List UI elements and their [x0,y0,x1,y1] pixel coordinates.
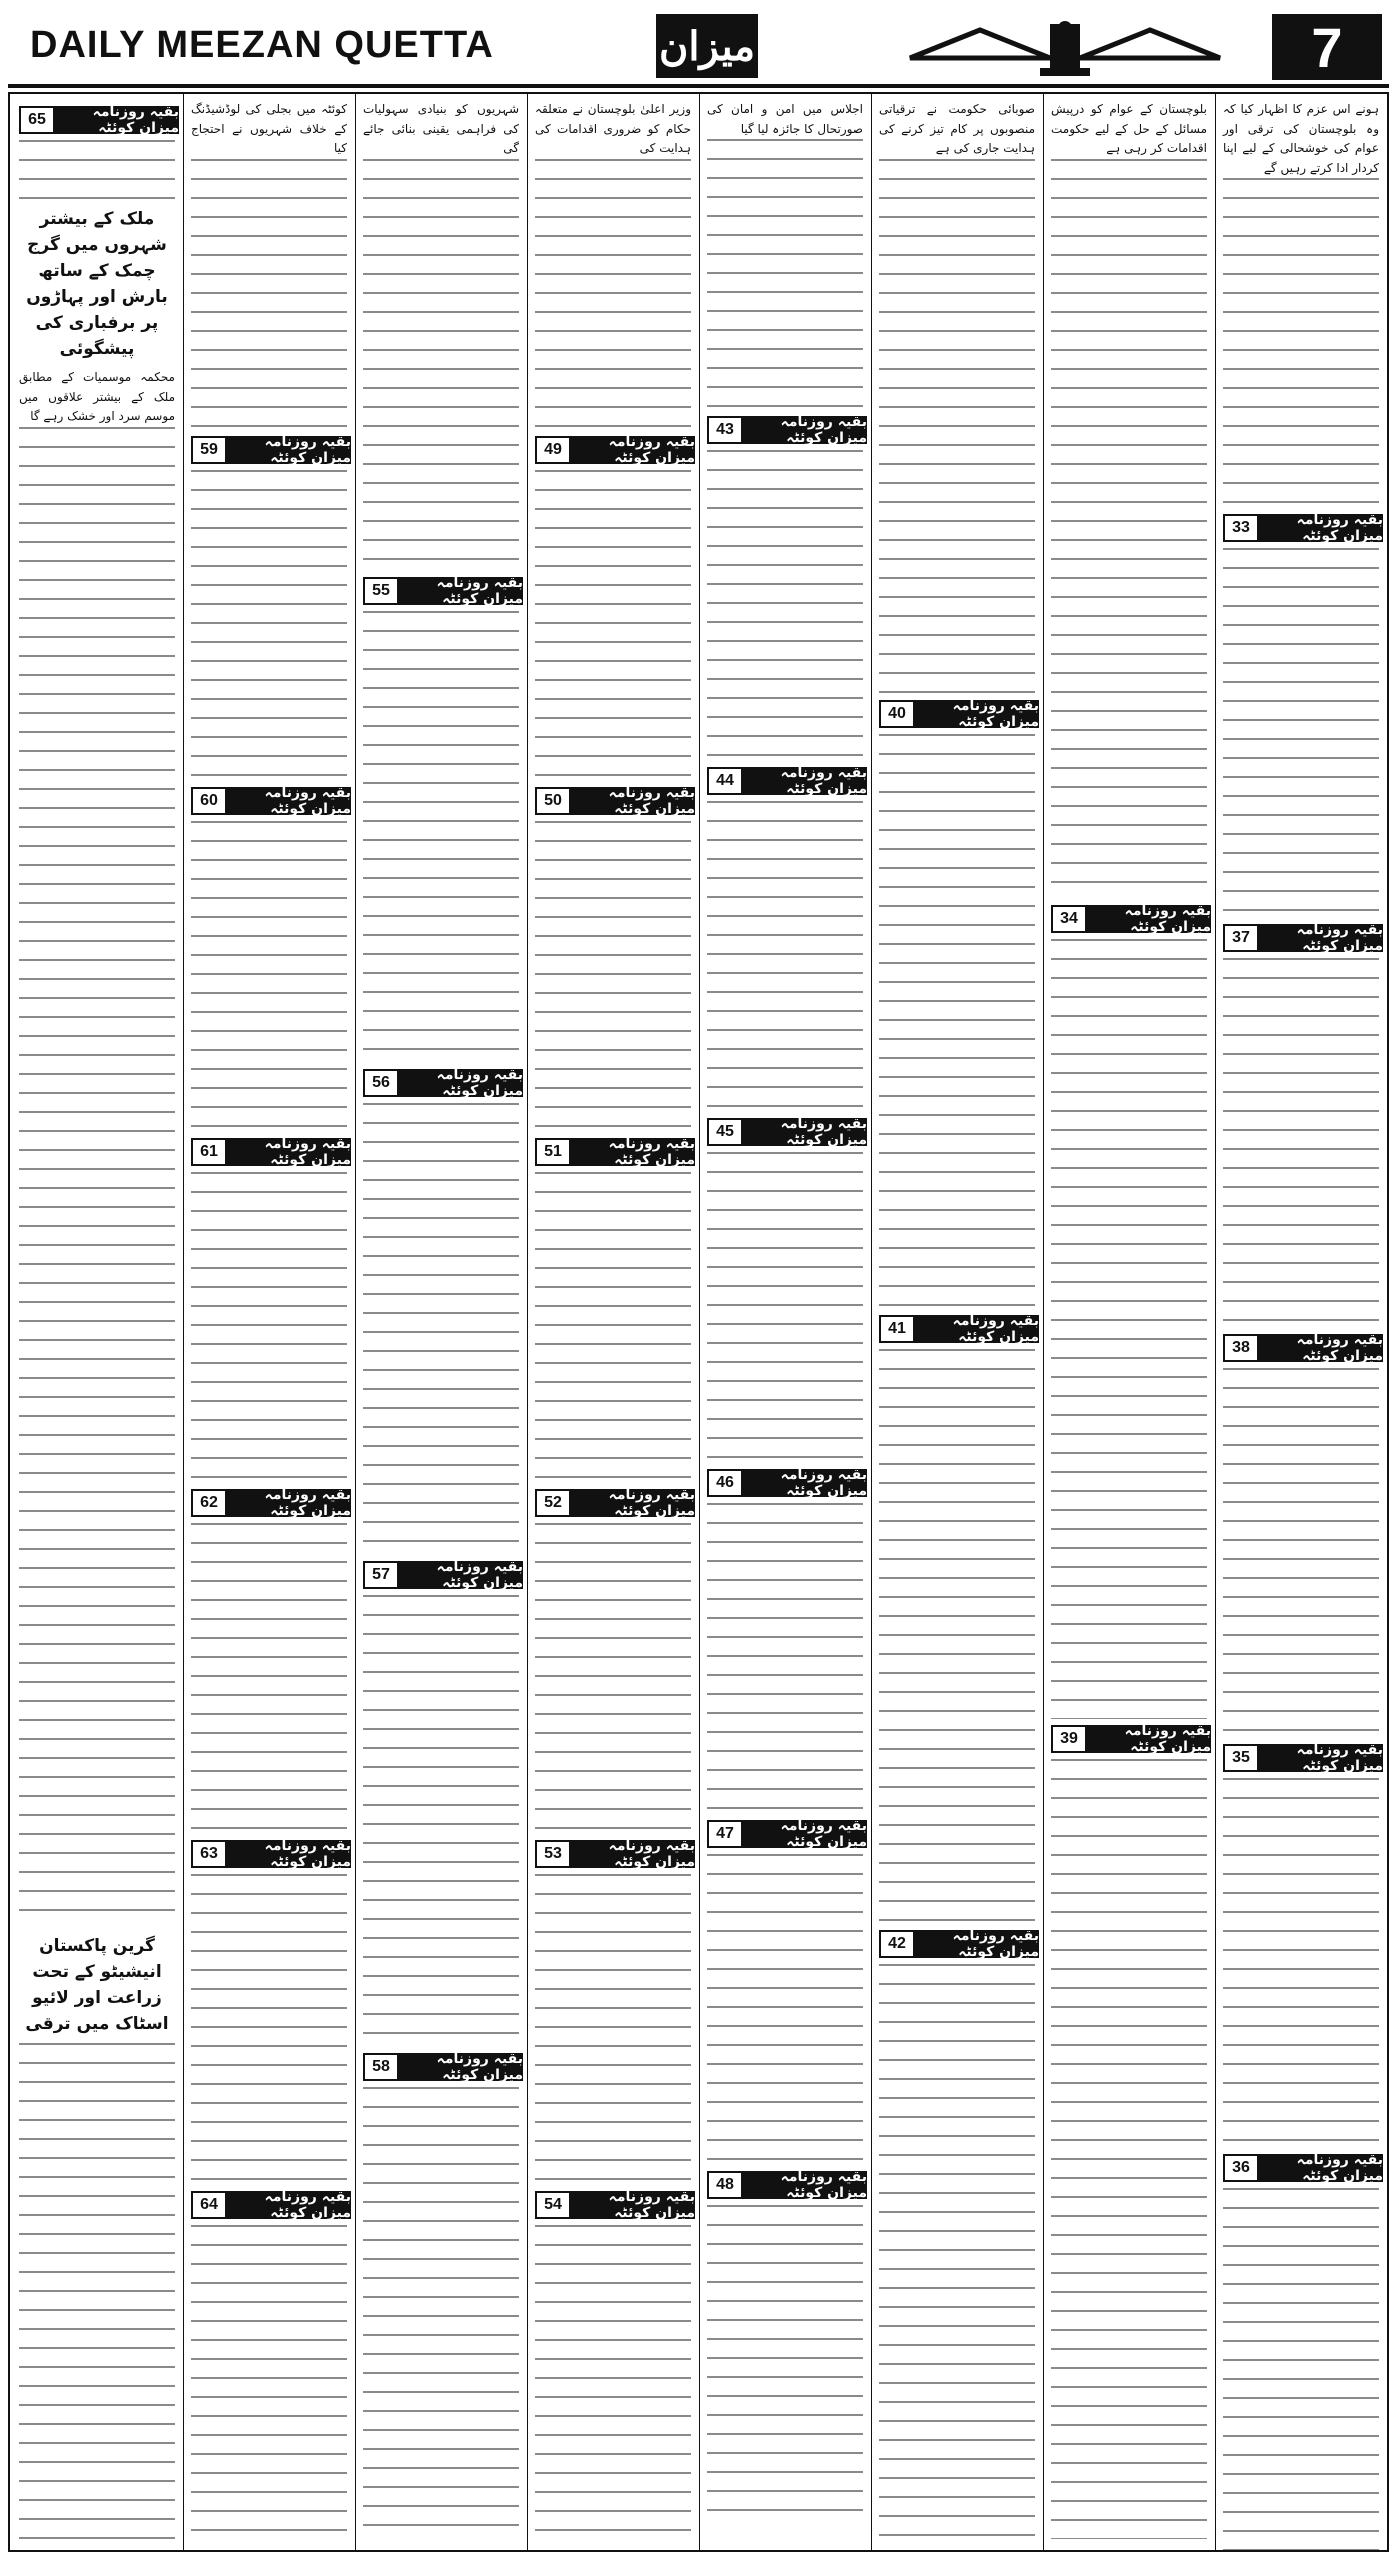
article-text-lines [707,2205,863,2516]
continuation-number: 41 [879,1315,915,1343]
article-snippet: وزیر اعلیٰ بلوچستان نے متعلقہ حکام کو ضروری اقدامات کی ہدایت کی [535,102,691,155]
continuation-number: 62 [191,1489,227,1517]
article-snippet: ہونے اس عزم کا اظہار کیا کہ وہ بلوچستان کی ترقی اور عوام کی خوشحالی کے لیے اپنا کردار ادا کرتے رہیں گے [1223,102,1379,175]
article-text-lines [879,1349,1035,1924]
column-divider [1043,94,1044,2550]
article-text-lines [707,1854,863,2165]
continuation-number: 51 [535,1138,571,1166]
continuation-number: 55 [363,577,399,605]
article-text-lines [535,2225,691,2536]
continuation-tag [535,433,695,466]
continuation-number: 59 [191,436,227,464]
columns-area [8,92,1389,2552]
continuation-tag [19,106,179,134]
article-text-lines [707,139,863,410]
continuation-number: 58 [363,2053,399,2081]
continuation-label: بقیہ روزنامہ میزان کوئٹہ [743,416,867,444]
continuation-number: 43 [707,416,743,444]
continuation-label: بقیہ روزنامہ میزان کوئٹہ [915,1930,1039,1958]
continuation-tag [707,1118,867,1146]
continuation-tag [879,697,1039,730]
continuation-label: بقیہ روزنامہ میزان کوئٹہ [743,1118,867,1146]
continuation-tag [707,1469,867,1497]
continuation-tag [1223,1744,1383,1772]
article-text-lines [707,450,863,761]
article-text-lines [1051,939,1207,1719]
article-text-lines [879,159,1035,694]
news-column-3 [871,94,1043,2550]
article-text-lines [1223,1778,1379,2148]
news-column-7 [183,94,355,2550]
news-column-8 [11,94,183,2550]
continuation-number: 48 [707,2171,743,2199]
article-text-lines [363,1103,519,1555]
continuation-number: 65 [19,106,55,134]
continuation-label: بقیہ روزنامہ میزان کوئٹہ [1087,1725,1211,1753]
article-text-lines [1223,178,1379,508]
article-text-lines [191,2225,347,2536]
continuation-label: بقیہ روزنامہ میزان کوئٹہ [1259,1744,1383,1772]
article-text-lines [191,821,347,1132]
article-text-lines [191,1523,347,1834]
continuation-number: 40 [879,700,915,728]
continuation-label: بقیہ روزنامہ میزان کوئٹہ [743,2171,867,2199]
continuation-number: 47 [707,1820,743,1848]
article-text-lines [1223,1368,1379,1738]
page-number: 7 [1272,14,1382,80]
continuation-label: بقیہ روزنامہ میزان کوئٹہ [399,1069,523,1097]
article-text-lines [1223,548,1379,918]
continuation-label: بقیہ روزنامہ میزان کوئٹہ [571,2191,695,2219]
article-snippet: کوئٹہ میں بجلی کی لوڈشیڈنگ کے خلاف شہریوں نے احتجاج کیا [191,102,347,155]
article-text-lines [19,140,175,200]
logo-text: میزان [658,22,756,70]
continuation-label: بقیہ روزنامہ میزان کوئٹہ [399,577,523,605]
article-text-lines [879,734,1035,1309]
continuation-label: بقیہ روزنامہ میزان کوئٹہ [571,1489,695,1517]
continuation-tag [535,1135,695,1168]
article-text-lines [191,1172,347,1483]
continuation-label: بقیہ روزنامہ میزان کوئٹہ [227,1489,351,1517]
continuation-number: 49 [535,436,571,464]
continuation-number: 45 [707,1118,743,1146]
column-divider [1215,94,1216,2550]
article-text-lines [191,1874,347,2185]
continuation-tag [535,1486,695,1519]
news-column-6 [355,94,527,2550]
continuation-tag [363,2050,523,2083]
continuation-number: 52 [535,1489,571,1517]
continuation-tag [879,1312,1039,1345]
article-text-lines [535,1172,691,1483]
article-text-lines [1223,958,1379,1328]
continuation-tag [191,784,351,817]
continuation-number: 60 [191,787,227,815]
continuation-label: بقیہ روزنامہ میزان کوئٹہ [743,767,867,795]
column-divider [871,94,872,2550]
continuation-number: 36 [1223,2154,1259,2182]
continuation-number: 37 [1223,924,1259,952]
news-column-1 [1215,94,1387,2550]
continuation-tag [191,1486,351,1519]
article-snippet: محکمہ موسمیات کے مطابق ملک کے بیشتر علاقوں میں موسم سرد اور خشک رہے گا [19,370,175,423]
newspaper-logo [656,14,758,78]
scales-of-justice-icon [900,18,1230,78]
continuation-number: 42 [879,1930,915,1958]
continuation-tag [1051,1722,1211,1755]
article-text-lines [707,1152,863,1463]
continuation-number: 35 [1223,1744,1259,1772]
article-snippet: صوبائی حکومت نے ترقیاتی منصوبوں پر کام تیز کرنے کی ہدایت جاری کی ہے [879,102,1035,155]
continuation-label: بقیہ روزنامہ میزان کوئٹہ [571,436,695,464]
continuation-label: بقیہ روزنامہ میزان کوئٹہ [227,1138,351,1166]
continuation-tag [707,2171,867,2199]
continuation-number: 38 [1223,1334,1259,1362]
continuation-label: بقیہ روزنامہ میزان کوئٹہ [1259,1334,1383,1362]
article-text-lines [1051,1759,1207,2539]
continuation-tag [707,416,867,444]
continuation-label: بقیہ روزنامہ میزان کوئٹہ [1259,924,1383,952]
continuation-number: 56 [363,1069,399,1097]
continuation-label: بقیہ روزنامہ میزان کوئٹہ [1259,2154,1383,2182]
continuation-tag [191,2188,351,2221]
article-text-lines [363,159,519,571]
article-text-lines [535,159,691,430]
continuation-tag [535,784,695,817]
article-text-lines [707,801,863,1112]
masthead [0,0,1397,86]
continuation-label: بقیہ روزنامہ میزان کوئٹہ [399,2053,523,2081]
continuation-label: بقیہ روزنامہ میزان کوئٹہ [227,2191,351,2219]
article-text-lines [363,1595,519,2047]
news-column-4 [699,94,871,2550]
continuation-number: 33 [1223,514,1259,542]
continuation-number: 39 [1051,1725,1087,1753]
continuation-label: بقیہ روزنامہ میزان کوئٹہ [1087,905,1211,933]
column-divider [699,94,700,2550]
article-snippet: شہریوں کو بنیادی سہولیات کی فراہمی یقینی بنائی جائے گی [363,102,519,155]
continuation-label: بقیہ روزنامہ میزان کوئٹہ [227,1840,351,1868]
article-text-lines [19,2043,175,2551]
continuation-tag [535,1837,695,1870]
continuation-tag [363,1066,523,1099]
article-text-lines [879,1964,1035,2539]
continuation-tag [879,1927,1039,1960]
continuation-tag [191,1135,351,1168]
article-text-lines [535,1523,691,1834]
continuation-number: 63 [191,1840,227,1868]
column-divider [355,94,356,2550]
article-snippet: اجلاس میں امن و امان کی صورتحال کا جائزہ لیا گیا [707,102,863,136]
column-divider [183,94,184,2550]
continuation-label: بقیہ روزنامہ میزان کوئٹہ [571,787,695,815]
newspaper-title: DAILY MEEZAN QUETTA [30,24,494,66]
continuation-tag [1223,1334,1383,1362]
continuation-number: 50 [535,787,571,815]
article-text-lines [535,470,691,781]
continuation-number: 64 [191,2191,227,2219]
continuation-tag [363,574,523,607]
article-text-lines [191,470,347,781]
continuation-label: بقیہ روزنامہ میزان کوئٹہ [915,700,1039,728]
article-text-lines [363,2087,519,2539]
article-text-lines [363,611,519,1063]
continuation-label: بقیہ روزنامہ میزان کوئٹہ [399,1561,523,1589]
continuation-tag [1223,2154,1383,2182]
continuation-label: بقیہ روزنامہ میزان کوئٹہ [1259,514,1383,542]
continuation-number: 61 [191,1138,227,1166]
continuation-tag [1223,924,1383,952]
article-text-lines [19,427,175,1927]
continuation-tag [1051,902,1211,935]
column-divider [527,94,528,2550]
article-text-lines [535,1874,691,2185]
continuation-label: بقیہ روزنامہ میزان کوئٹہ [571,1138,695,1166]
news-column-5 [527,94,699,2550]
header-rule [8,84,1389,88]
continuation-label: بقیہ روزنامہ میزان کوئٹہ [571,1840,695,1868]
continuation-number: 53 [535,1840,571,1868]
continuation-number: 54 [535,2191,571,2219]
continuation-label: بقیہ روزنامہ میزان کوئٹہ [227,436,351,464]
continuation-label: بقیہ روزنامہ میزان کوئٹہ [915,1315,1039,1343]
continuation-tag [191,1837,351,1870]
continuation-label: بقیہ روزنامہ میزان کوئٹہ [743,1469,867,1497]
article-snippet: بلوچستان کے عوام کو درپیش مسائل کے حل کے لیے حکومت اقدامات کر رہی ہے [1051,102,1207,155]
continuation-tag [535,2188,695,2221]
continuation-number: 46 [707,1469,743,1497]
headline: ملک کے بیشتر شہروں میں گرج چمک کے ساتھ بارش اور پہاڑوں پر برفباری کی پیشگوئی [26,209,168,359]
article-text-lines [707,1503,863,1814]
continuation-number: 57 [363,1561,399,1589]
article-text-lines [1051,159,1207,899]
article-text-lines [191,159,347,430]
news-column-2 [1043,94,1215,2550]
continuation-label: بقیہ روزنامہ میزان کوئٹہ [227,787,351,815]
continuation-label: بقیہ روزنامہ میزان کوئٹہ [743,1820,867,1848]
headline: گرین پاکستان انیشیٹو کے تحت زراعت اور لائیو اسٹاک میں ترقی [25,1935,169,2034]
continuation-tag [707,1820,867,1848]
continuation-tag [1223,514,1383,542]
continuation-tag [363,1558,523,1591]
continuation-number: 44 [707,767,743,795]
continuation-number: 34 [1051,905,1087,933]
article-text-lines [535,821,691,1132]
continuation-tag [191,433,351,466]
continuation-label: بقیہ روزنامہ میزان کوئٹہ [55,106,179,134]
continuation-tag [707,767,867,795]
article-text-lines [1223,2188,1379,2550]
